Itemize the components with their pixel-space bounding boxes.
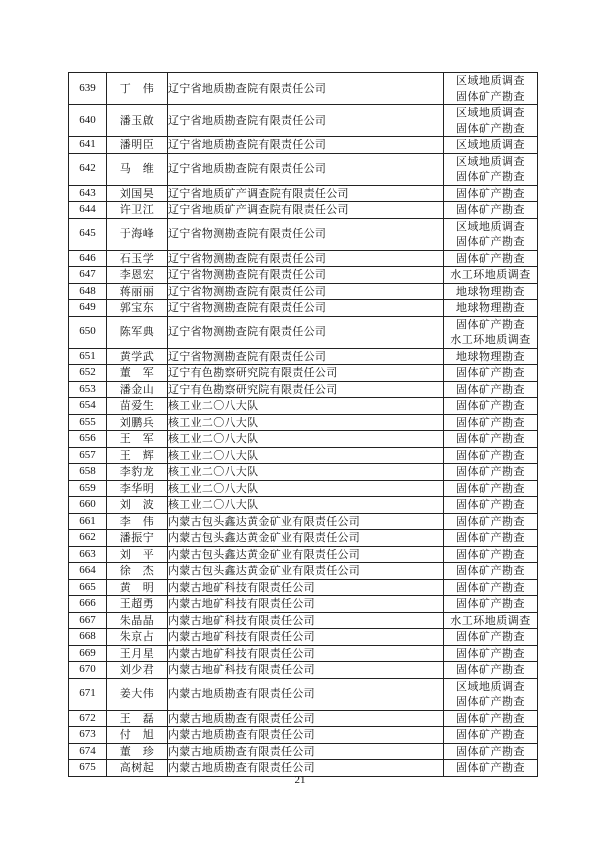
person-name-cell: 李恩宏 — [107, 267, 168, 284]
organization-cell: 内蒙古包头鑫达黄金矿业有限责任公司 — [168, 530, 444, 547]
table-row — [69, 185, 538, 202]
person-name-cell: 于海峰 — [107, 218, 168, 250]
row-number-cell: 650 — [69, 316, 107, 348]
row-number-cell: 669 — [69, 645, 107, 662]
specialty-cell — [444, 513, 538, 530]
organization-cell: 核工业二〇八大队 — [168, 480, 444, 497]
person-name-cell: 刘鹏兵 — [107, 414, 168, 431]
specialty-item: 固体矿产勘查 — [456, 646, 525, 660]
row-number-cell: 663 — [69, 546, 107, 563]
table-row — [69, 105, 538, 137]
person-name-cell: 董 军 — [107, 365, 168, 382]
specialty-item: 水工环地质调查 — [450, 333, 531, 346]
row-number-cell: 646 — [69, 250, 107, 267]
organization-cell: 核工业二〇八大队 — [168, 398, 444, 415]
organization-cell: 内蒙古地矿科技有限责任公司 — [168, 612, 444, 629]
specialty-cell — [444, 645, 538, 662]
row-number-cell: 661 — [69, 513, 107, 530]
specialty-item: 水工环地质调查 — [450, 268, 531, 281]
person-name-cell: 付 旭 — [107, 727, 168, 744]
row-number-cell: 641 — [69, 137, 107, 154]
specialty-cell — [444, 743, 538, 760]
person-name-cell: 朱京占 — [107, 629, 168, 646]
specialty-cell — [444, 348, 538, 365]
table-row — [69, 645, 538, 662]
organization-cell: 辽宁省地质勘查院有限责任公司 — [168, 73, 444, 105]
table-row — [69, 300, 538, 317]
row-number-cell: 653 — [69, 381, 107, 398]
table-row — [69, 250, 538, 267]
specialty-item: 固体矿产勘查 — [456, 695, 525, 708]
row-number-cell: 667 — [69, 612, 107, 629]
organization-cell: 内蒙古地矿科技有限责任公司 — [168, 579, 444, 596]
row-number-cell: 673 — [69, 727, 107, 744]
specialty-cell — [444, 137, 538, 154]
specialty-cell — [444, 250, 538, 267]
table-row — [69, 431, 538, 448]
organization-cell: 核工业二〇八大队 — [168, 431, 444, 448]
table-row — [69, 513, 538, 530]
specialty-cell — [444, 629, 538, 646]
organization-cell: 核工业二〇八大队 — [168, 464, 444, 481]
person-name-cell: 高树起 — [107, 760, 168, 777]
specialty-item: 区域地质调查 — [456, 138, 525, 151]
table-row — [69, 743, 538, 760]
specialty-item: 固体矿产勘查 — [456, 580, 525, 594]
specialty-cell — [444, 497, 538, 514]
specialty-cell — [444, 447, 538, 464]
table-row — [69, 480, 538, 497]
specialty-item: 区域地质调查 — [456, 106, 525, 119]
organization-cell: 核工业二〇八大队 — [168, 497, 444, 514]
specialty-cell — [444, 398, 538, 415]
specialty-item: 固体矿产勘查 — [456, 514, 525, 528]
specialty-item: 固体矿产勘查 — [456, 728, 525, 741]
table-row — [69, 678, 538, 710]
table-row — [69, 73, 538, 105]
personnel-table-body — [69, 73, 538, 777]
specialty-cell — [444, 73, 538, 105]
specialty-cell — [444, 480, 538, 497]
specialty-item: 固体矿产勘查 — [456, 448, 525, 462]
specialty-item: 固体矿产勘查 — [456, 498, 525, 511]
person-name-cell: 潘玉啟 — [107, 105, 168, 137]
person-name-cell: 黄 明 — [107, 579, 168, 596]
organization-cell: 辽宁省地质勘查院有限责任公司 — [168, 105, 444, 137]
row-number-cell: 675 — [69, 760, 107, 777]
specialty-item: 固体矿产勘查 — [456, 317, 525, 331]
specialty-item: 固体矿产勘查 — [456, 564, 525, 577]
specialty-item: 固体矿产勘查 — [456, 481, 525, 495]
organization-cell: 内蒙古地质勘查有限责任公司 — [168, 710, 444, 727]
specialty-item: 区域地质调查 — [456, 219, 525, 233]
organization-cell: 内蒙古地矿科技有限责任公司 — [168, 596, 444, 613]
table-row — [69, 612, 538, 629]
specialty-item: 地球物理勘查 — [456, 301, 525, 314]
organization-cell: 内蒙古地矿科技有限责任公司 — [168, 662, 444, 679]
page-number: 21 — [294, 774, 306, 786]
specialty-item: 固体矿产勘查 — [456, 711, 525, 725]
table-row — [69, 316, 538, 348]
specialty-cell — [444, 727, 538, 744]
specialty-cell — [444, 153, 538, 185]
organization-cell: 内蒙古地质勘查有限责任公司 — [168, 743, 444, 760]
specialty-cell — [444, 185, 538, 202]
row-number-cell: 666 — [69, 596, 107, 613]
row-number-cell: 645 — [69, 218, 107, 250]
row-number-cell: 659 — [69, 480, 107, 497]
specialty-cell — [444, 431, 538, 448]
row-number-cell: 648 — [69, 283, 107, 300]
row-number-cell: 665 — [69, 579, 107, 596]
specialty-item: 固体矿产勘查 — [456, 235, 525, 248]
organization-cell: 辽宁有色勘察研究院有限责任公司 — [168, 365, 444, 382]
specialty-item: 固体矿产勘查 — [456, 366, 525, 379]
organization-cell: 内蒙古包头鑫达黄金矿业有限责任公司 — [168, 546, 444, 563]
organization-cell: 内蒙古地质勘查有限责任公司 — [168, 727, 444, 744]
table-row — [69, 283, 538, 300]
person-name-cell: 朱晶晶 — [107, 612, 168, 629]
person-name-cell: 王 军 — [107, 431, 168, 448]
table-row — [69, 447, 538, 464]
person-name-cell: 李豹龙 — [107, 464, 168, 481]
organization-cell: 辽宁省地质勘查院有限责任公司 — [168, 153, 444, 185]
table-row — [69, 530, 538, 547]
specialty-item: 固体矿产勘查 — [456, 415, 525, 429]
specialty-item: 固体矿产勘查 — [456, 630, 525, 643]
specialty-cell — [444, 612, 538, 629]
row-number-cell: 660 — [69, 497, 107, 514]
table-row — [69, 365, 538, 382]
specialty-item: 固体矿产勘查 — [456, 251, 525, 265]
table-row — [69, 381, 538, 398]
row-number-cell: 640 — [69, 105, 107, 137]
person-name-cell: 潘明臣 — [107, 137, 168, 154]
table-row — [69, 202, 538, 219]
row-number-cell: 655 — [69, 414, 107, 431]
organization-cell: 辽宁省物测勘查院有限责任公司 — [168, 348, 444, 365]
person-name-cell: 刘 平 — [107, 546, 168, 563]
row-number-cell: 657 — [69, 447, 107, 464]
table-row — [69, 497, 538, 514]
specialty-item: 固体矿产勘查 — [456, 89, 525, 103]
person-name-cell: 郭宝东 — [107, 300, 168, 317]
specialty-cell — [444, 316, 538, 348]
specialty-item: 固体矿产勘查 — [456, 382, 525, 396]
person-name-cell: 姜大伟 — [107, 678, 168, 710]
specialty-item: 固体矿产勘查 — [456, 531, 525, 544]
row-number-cell: 651 — [69, 348, 107, 365]
organization-cell: 辽宁省物测勘查院有限责任公司 — [168, 283, 444, 300]
specialty-item: 固体矿产勘查 — [456, 465, 525, 478]
row-number-cell: 671 — [69, 678, 107, 710]
specialty-cell — [444, 464, 538, 481]
specialty-item: 固体矿产勘查 — [456, 761, 525, 774]
specialty-item: 固体矿产勘查 — [456, 121, 525, 135]
table-row — [69, 153, 538, 185]
person-name-cell: 刘 波 — [107, 497, 168, 514]
specialty-cell — [444, 579, 538, 596]
row-number-cell: 672 — [69, 710, 107, 727]
specialty-item: 固体矿产勘查 — [456, 547, 525, 561]
row-number-cell: 668 — [69, 629, 107, 646]
specialty-item: 固体矿产勘查 — [456, 663, 525, 676]
specialty-item: 固体矿产勘查 — [456, 399, 525, 412]
specialty-item: 区域地质调查 — [456, 74, 525, 87]
specialty-item: 地球物理勘查 — [456, 349, 525, 363]
row-number-cell: 656 — [69, 431, 107, 448]
organization-cell: 辽宁省物测勘查院有限责任公司 — [168, 267, 444, 284]
person-name-cell: 王 辉 — [107, 447, 168, 464]
personnel-table — [68, 72, 538, 777]
person-name-cell: 许卫江 — [107, 202, 168, 219]
person-name-cell: 苗爱生 — [107, 398, 168, 415]
specialty-cell — [444, 381, 538, 398]
table-row — [69, 398, 538, 415]
row-number-cell: 652 — [69, 365, 107, 382]
specialty-item: 区域地质调查 — [456, 679, 525, 693]
table-row — [69, 348, 538, 365]
table-row — [69, 727, 538, 744]
person-name-cell: 李华明 — [107, 480, 168, 497]
person-name-cell: 刘少君 — [107, 662, 168, 679]
row-number-cell: 644 — [69, 202, 107, 219]
specialty-cell — [444, 283, 538, 300]
person-name-cell: 蒋丽丽 — [107, 283, 168, 300]
organization-cell: 内蒙古地矿科技有限责任公司 — [168, 629, 444, 646]
row-number-cell: 643 — [69, 185, 107, 202]
specialty-item: 固体矿产勘查 — [456, 186, 525, 200]
table-row — [69, 563, 538, 580]
specialty-item: 固体矿产勘查 — [456, 170, 525, 183]
row-number-cell: 664 — [69, 563, 107, 580]
specialty-cell — [444, 563, 538, 580]
organization-cell: 辽宁省地质矿产调查院有限责任公司 — [168, 202, 444, 219]
specialty-item: 水工环地质调查 — [450, 613, 531, 627]
row-number-cell: 639 — [69, 73, 107, 105]
table-row — [69, 579, 538, 596]
row-number-cell: 658 — [69, 464, 107, 481]
row-number-cell: 654 — [69, 398, 107, 415]
person-name-cell: 丁 伟 — [107, 73, 168, 105]
row-number-cell: 642 — [69, 153, 107, 185]
person-name-cell: 王 磊 — [107, 710, 168, 727]
row-number-cell: 670 — [69, 662, 107, 679]
organization-cell: 辽宁有色勘察研究院有限责任公司 — [168, 381, 444, 398]
table-row — [69, 596, 538, 613]
person-name-cell: 徐 杰 — [107, 563, 168, 580]
organization-cell: 辽宁省物测勘查院有限责任公司 — [168, 218, 444, 250]
person-name-cell: 李 伟 — [107, 513, 168, 530]
row-number-cell: 662 — [69, 530, 107, 547]
table-row — [69, 464, 538, 481]
organization-cell: 核工业二〇八大队 — [168, 447, 444, 464]
specialty-item: 地球物理勘查 — [456, 284, 525, 298]
specialty-cell — [444, 596, 538, 613]
specialty-cell — [444, 202, 538, 219]
table-row — [69, 546, 538, 563]
person-name-cell: 马 维 — [107, 153, 168, 185]
specialty-cell — [444, 710, 538, 727]
table-row — [69, 218, 538, 250]
organization-cell: 内蒙古地质勘查有限责任公司 — [168, 678, 444, 710]
person-name-cell: 刘国昊 — [107, 185, 168, 202]
person-name-cell: 潘振宁 — [107, 530, 168, 547]
specialty-cell — [444, 300, 538, 317]
person-name-cell: 石玉学 — [107, 250, 168, 267]
person-name-cell: 王超勇 — [107, 596, 168, 613]
table-row — [69, 414, 538, 431]
organization-cell: 辽宁省物测勘查院有限责任公司 — [168, 250, 444, 267]
organization-cell: 内蒙古包头鑫达黄金矿业有限责任公司 — [168, 563, 444, 580]
person-name-cell: 董 珍 — [107, 743, 168, 760]
row-number-cell: 674 — [69, 743, 107, 760]
organization-cell: 辽宁省物测勘查院有限责任公司 — [168, 300, 444, 317]
table-row — [69, 267, 538, 284]
specialty-cell — [444, 267, 538, 284]
organization-cell: 内蒙古地质勘查有限责任公司 — [168, 760, 444, 777]
organization-cell: 内蒙古地矿科技有限责任公司 — [168, 645, 444, 662]
specialty-cell — [444, 105, 538, 137]
row-number-cell: 649 — [69, 300, 107, 317]
row-number-cell: 647 — [69, 267, 107, 284]
specialty-item: 区域地质调查 — [456, 154, 525, 168]
person-name-cell: 王月星 — [107, 645, 168, 662]
specialty-cell — [444, 662, 538, 679]
specialty-cell — [444, 530, 538, 547]
organization-cell: 核工业二〇八大队 — [168, 414, 444, 431]
specialty-cell — [444, 678, 538, 710]
specialty-cell — [444, 546, 538, 563]
organization-cell: 辽宁省物测勘查院有限责任公司 — [168, 316, 444, 348]
table-row — [69, 137, 538, 154]
person-name-cell: 潘金山 — [107, 381, 168, 398]
specialty-item: 固体矿产勘查 — [456, 203, 525, 216]
person-name-cell: 黄学武 — [107, 348, 168, 365]
specialty-item: 固体矿产勘查 — [456, 432, 525, 445]
specialty-cell — [444, 218, 538, 250]
specialty-cell — [444, 414, 538, 431]
specialty-cell — [444, 365, 538, 382]
person-name-cell: 陈军典 — [107, 316, 168, 348]
table-row — [69, 710, 538, 727]
organization-cell: 内蒙古包头鑫达黄金矿业有限责任公司 — [168, 513, 444, 530]
organization-cell: 辽宁省地质矿产调查院有限责任公司 — [168, 185, 444, 202]
specialty-item: 固体矿产勘查 — [456, 597, 525, 610]
table-row — [69, 662, 538, 679]
specialty-item: 固体矿产勘查 — [456, 744, 525, 758]
table-row — [69, 629, 538, 646]
organization-cell: 辽宁省地质勘查院有限责任公司 — [168, 137, 444, 154]
